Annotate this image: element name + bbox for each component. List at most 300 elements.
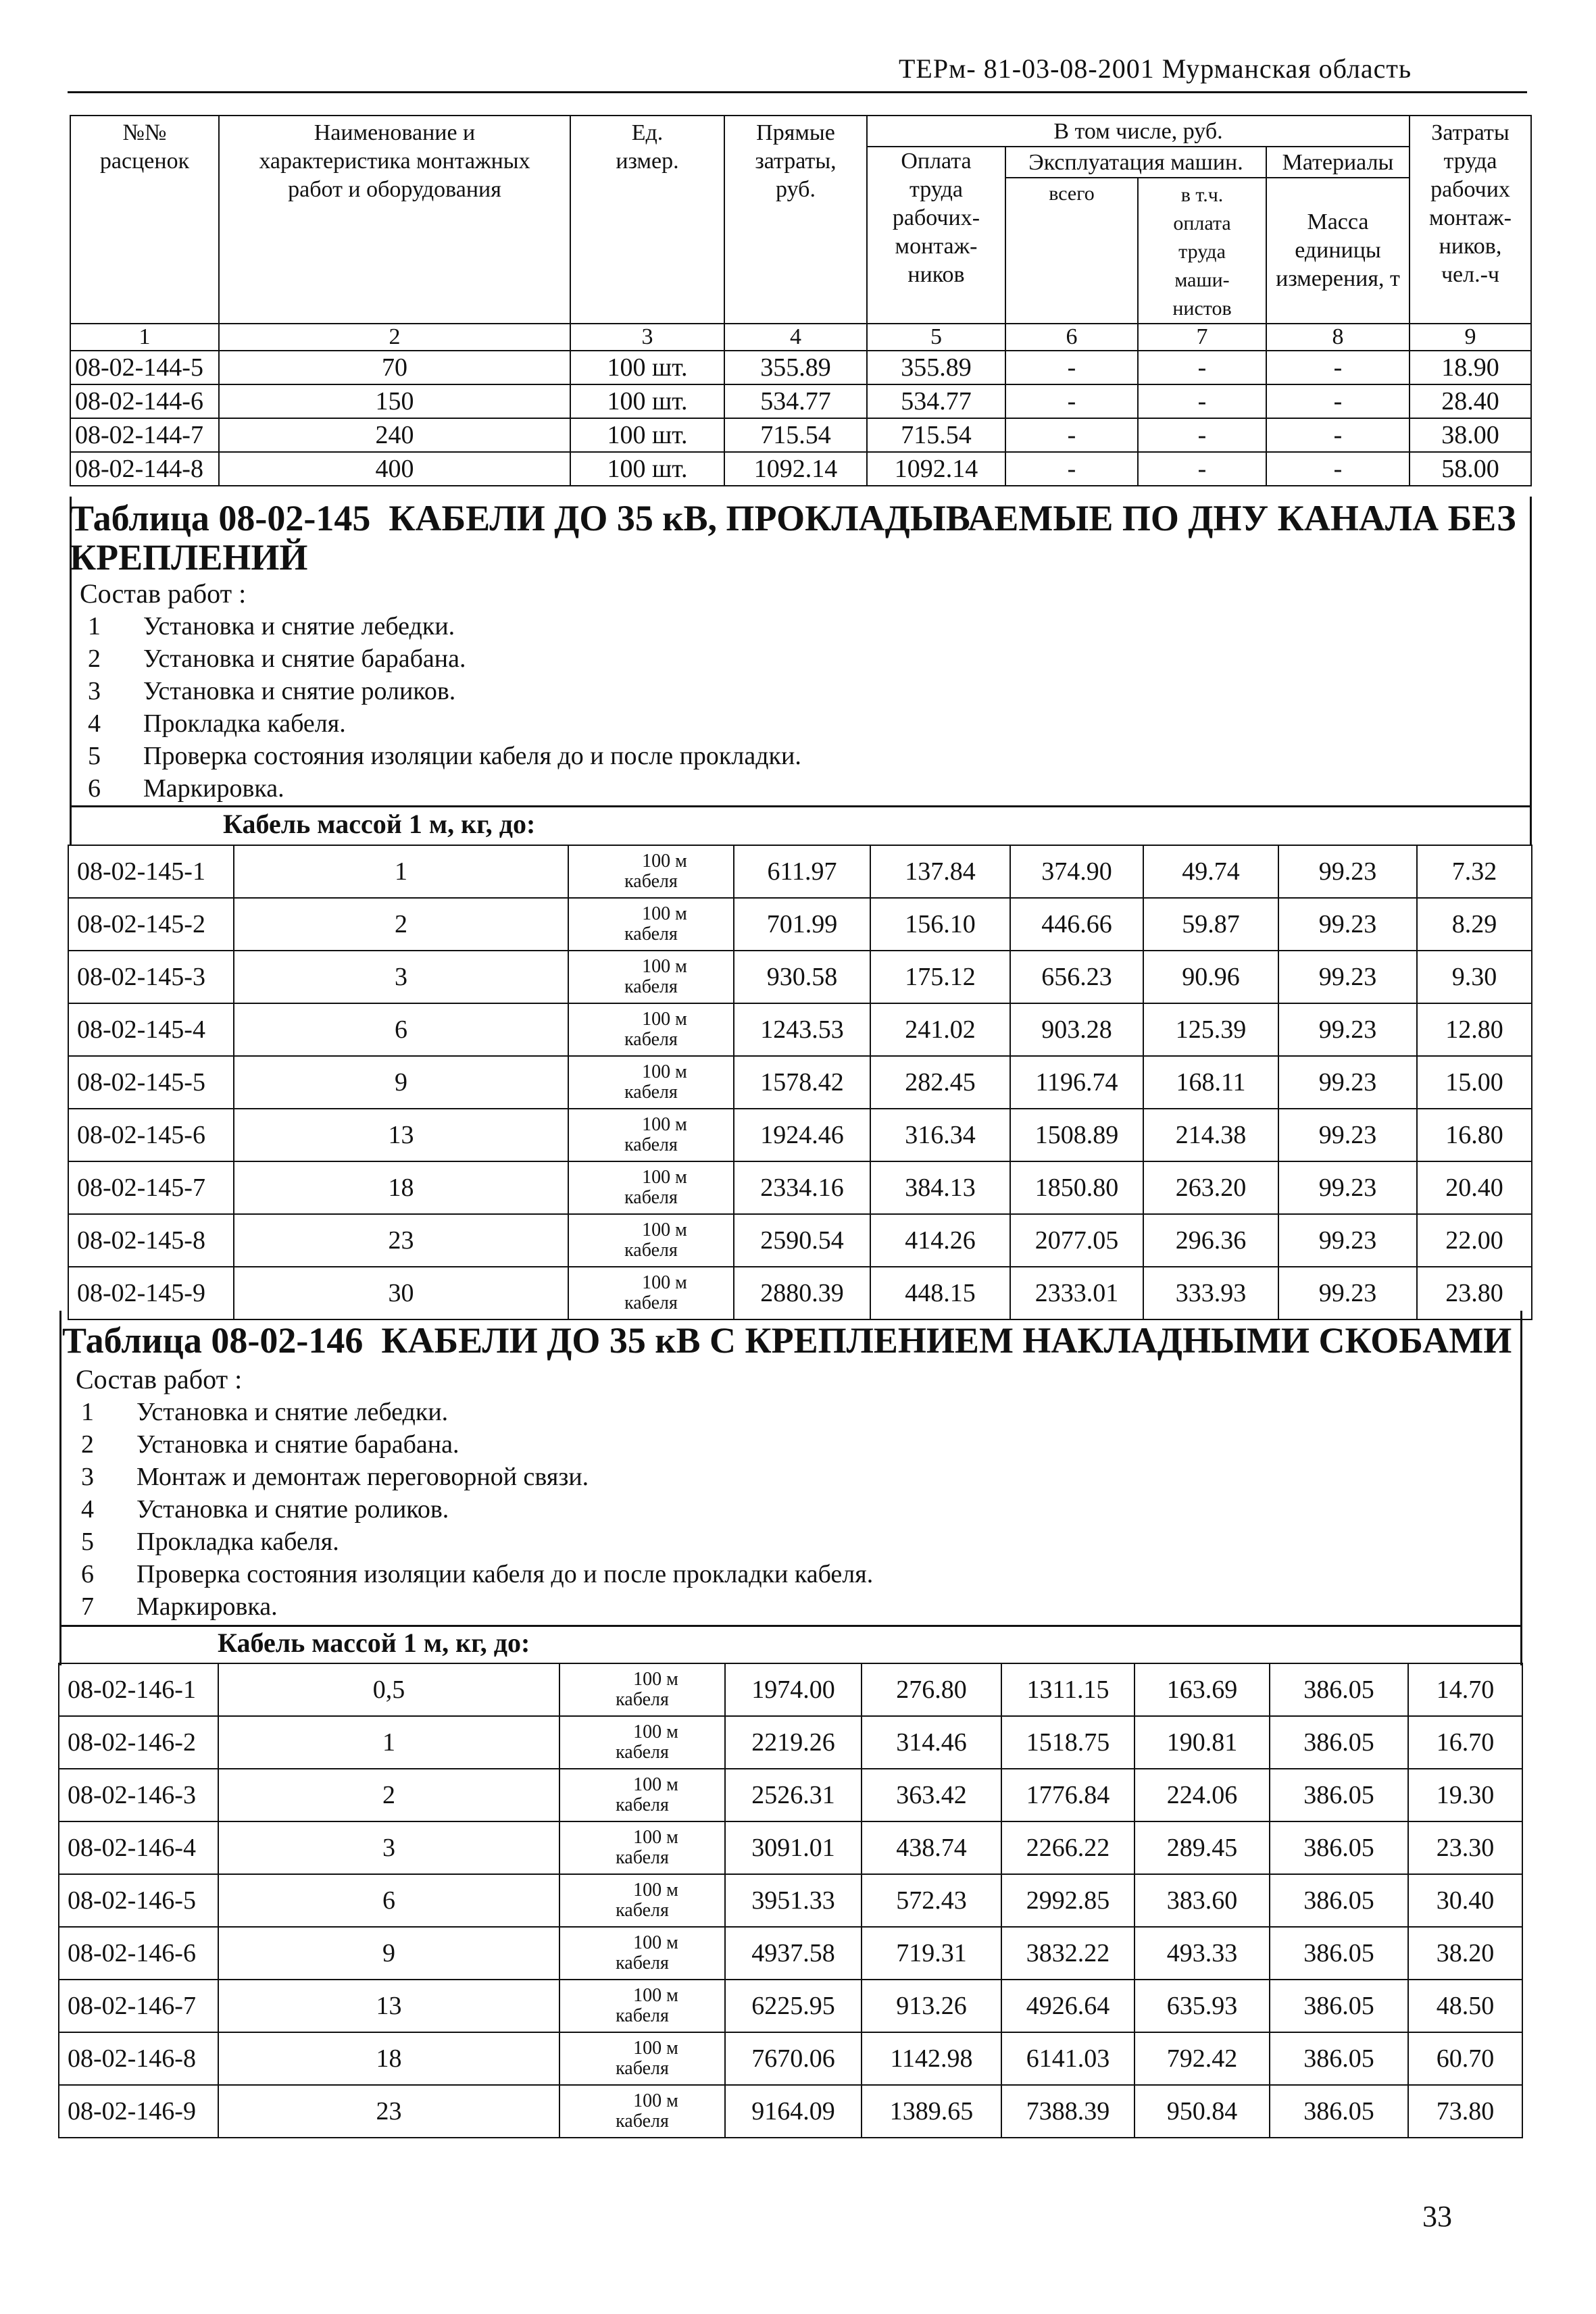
cell-unit: 100 шт. [570, 418, 724, 452]
cell-mach-pay: - [1138, 418, 1266, 452]
cell-mat: 99.23 [1278, 845, 1417, 898]
column-number-row [70, 324, 1531, 351]
cell-code: 08-02-144-5 [70, 351, 219, 384]
cell-mat: 99.23 [1278, 1109, 1417, 1161]
cell-name: 30 [234, 1267, 568, 1319]
col-mass-header: Масса единицы измерения, т [1266, 178, 1410, 324]
cell-mat: 386.05 [1270, 1821, 1408, 1874]
cell-unit [559, 1716, 725, 1769]
cell-mach: 1776.84 [1001, 1769, 1134, 1821]
work-item-number: 3 [81, 1463, 94, 1491]
table-145-title [70, 499, 1516, 577]
column-number: 9 [1410, 324, 1531, 351]
cell-direct: 9164.09 [725, 2085, 862, 2138]
table-row [59, 1980, 1522, 2032]
work-item-number: 7 [81, 1592, 94, 1621]
table-row [68, 1161, 1532, 1214]
column-number: 1 [70, 324, 219, 351]
cell-unit [559, 1821, 725, 1874]
unit-line1: 100 м [633, 1932, 678, 1953]
work-item-text: Установка и снятие барабана. [143, 645, 466, 673]
table-row [59, 2032, 1522, 2085]
cell-mach-pay: 383.60 [1134, 1874, 1270, 1927]
work-item-text: Проверка состояния изоляции кабеля до и после прокладки кабеля. [136, 1560, 874, 1588]
cell-mach-pay: 168.11 [1143, 1056, 1278, 1109]
work-item-number: 4 [88, 709, 101, 738]
cell-direct: 2526.31 [725, 1769, 862, 1821]
work-item-text: Установка и снятие лебедки. [143, 612, 455, 640]
unit-line2: кабеля [616, 1689, 669, 1710]
cell-direct: 701.99 [734, 898, 870, 951]
unit-line1: 100 м [633, 1774, 678, 1795]
cell-mach: - [1005, 418, 1138, 452]
cell-name: 0,5 [218, 1663, 559, 1716]
cell-code: 08-02-145-9 [68, 1267, 234, 1319]
cell-direct: 715.54 [724, 418, 867, 452]
work-item-number: 3 [88, 677, 101, 705]
cell-unit [559, 2085, 725, 2138]
table-146-subheader: Кабель массой 1 м, кг, до: [218, 1628, 530, 1658]
cell-mach: 1518.75 [1001, 1716, 1134, 1769]
work-item-number: 2 [88, 645, 101, 673]
cell-direct: 2334.16 [734, 1161, 870, 1214]
cell-code: 08-02-145-6 [68, 1109, 234, 1161]
unit-line1: 100 м [642, 1272, 687, 1293]
cell-mach: - [1005, 384, 1138, 418]
cell-name: 13 [234, 1109, 568, 1161]
cell-labor: 384.13 [870, 1161, 1010, 1214]
table-146-work-label: Состав работ : [76, 1364, 243, 1394]
cell-code: 08-02-146-2 [59, 1716, 218, 1769]
cell-mach-pay: - [1138, 384, 1266, 418]
unit-line2: кабеля [616, 2058, 669, 2079]
cell-mach-pay: 190.81 [1134, 1716, 1270, 1769]
unit-line2: кабеля [624, 1292, 678, 1313]
cell-mat: 99.23 [1278, 898, 1417, 951]
cell-labor: 1092.14 [867, 452, 1005, 486]
cell-labor-cost: 23.80 [1417, 1267, 1532, 1319]
col-name-header: Наименование и характеристика монтажных работ и оборудования [219, 116, 570, 324]
cell-mat: 386.05 [1270, 1874, 1408, 1927]
table-row [70, 351, 1531, 384]
page-number: 33 [1422, 2200, 1452, 2233]
cell-labor-cost: 38.20 [1408, 1927, 1522, 1980]
col-code-header: №№ расценок [70, 116, 219, 324]
cell-name: 6 [234, 1003, 568, 1056]
border-left [59, 1311, 61, 1665]
cell-name: 2 [218, 1769, 559, 1821]
unit-line1: 100 м [642, 1061, 687, 1082]
cell-unit [559, 1927, 725, 1980]
col-incl-header: В том числе, руб. [867, 116, 1410, 147]
col-materials-header: Материалы [1266, 147, 1410, 178]
unit-line2: кабеля [624, 1082, 678, 1103]
cell-direct: 1243.53 [734, 1003, 870, 1056]
cell-mat: 386.05 [1270, 1663, 1408, 1716]
cell-mat: 386.05 [1270, 1769, 1408, 1821]
cell-labor: 282.45 [870, 1056, 1010, 1109]
cell-code: 08-02-144-8 [70, 452, 219, 486]
cell-mach-pay: 163.69 [1134, 1663, 1270, 1716]
cell-unit [568, 1109, 734, 1161]
unit-line2: кабеля [624, 1187, 678, 1208]
cell-unit [568, 951, 734, 1003]
cell-labor: 414.26 [870, 1214, 1010, 1267]
cell-code: 08-02-145-3 [68, 951, 234, 1003]
unit-line2: кабеля [616, 1900, 669, 1921]
unit-line1: 100 м [633, 1880, 678, 1901]
cell-mach: 903.28 [1010, 1003, 1143, 1056]
cell-mach-pay: - [1138, 452, 1266, 486]
cell-unit [568, 1161, 734, 1214]
cell-labor-cost: 30.40 [1408, 1874, 1522, 1927]
table-146-title [62, 1321, 1512, 1360]
divider [70, 805, 1530, 807]
table-row [70, 384, 1531, 418]
cell-labor-cost: 8.29 [1417, 898, 1532, 951]
cell-mach-pay: 792.42 [1134, 2032, 1270, 2085]
table-row [68, 1003, 1532, 1056]
table-row [59, 1716, 1522, 1769]
cell-code: 08-02-146-3 [59, 1769, 218, 1821]
cell-name: 18 [218, 2032, 559, 2085]
table-145-title-line2: КРЕПЛЕНИЙ [70, 537, 308, 578]
cell-direct: 3951.33 [725, 1874, 862, 1927]
table-146 [58, 1663, 1523, 2138]
cell-unit [559, 2032, 725, 2085]
unit-line2: кабеля [624, 1240, 678, 1261]
cell-name: 23 [234, 1214, 568, 1267]
cell-mach-pay: 90.96 [1143, 951, 1278, 1003]
unit-line2: кабеля [616, 2111, 669, 2132]
cell-unit: 100 шт. [570, 452, 724, 486]
cell-direct: 355.89 [724, 351, 867, 384]
cell-code: 08-02-145-2 [68, 898, 234, 951]
work-item-text: Прокладка кабеля. [136, 1528, 339, 1556]
cell-labor-cost: 14.70 [1408, 1663, 1522, 1716]
unit-line1: 100 м [633, 1721, 678, 1742]
cell-labor: 363.42 [862, 1769, 1001, 1821]
column-number: 2 [219, 324, 570, 351]
cell-direct: 4937.58 [725, 1927, 862, 1980]
cell-unit [559, 1874, 725, 1927]
cell-mat: - [1266, 351, 1410, 384]
unit-line2: кабеля [624, 871, 678, 892]
unit-line1: 100 м [642, 851, 687, 872]
cell-mach-pay: 493.33 [1134, 1927, 1270, 1980]
unit-line2: кабеля [616, 2005, 669, 2026]
cell-labor: 316.34 [870, 1109, 1010, 1161]
work-item-number: 5 [81, 1528, 94, 1556]
cell-mach: 1850.80 [1010, 1161, 1143, 1214]
work-item-number: 1 [88, 612, 101, 640]
document-header-title: ТЕРм- 81-03-08-2001 Мурманская область [899, 53, 1412, 84]
cell-labor-cost: 12.80 [1417, 1003, 1532, 1056]
work-item [81, 1526, 873, 1558]
cell-code: 08-02-146-7 [59, 1980, 218, 2032]
work-item-text: Установка и снятие роликов. [143, 677, 456, 705]
cell-direct: 2590.54 [734, 1214, 870, 1267]
work-item-text: Установка и снятие лебедки. [136, 1398, 449, 1426]
cell-name: 150 [219, 384, 570, 418]
cell-mat: 386.05 [1270, 2032, 1408, 2085]
cell-mach: - [1005, 452, 1138, 486]
cell-code: 08-02-144-7 [70, 418, 219, 452]
cell-mach-pay: 224.06 [1134, 1769, 1270, 1821]
unit-line2: кабеля [624, 924, 678, 945]
unit-line2: кабеля [616, 1742, 669, 1763]
table-145-work-list [88, 610, 801, 805]
cell-labor-cost: 38.00 [1410, 418, 1531, 452]
table-row [68, 1056, 1532, 1109]
cell-direct: 1578.42 [734, 1056, 870, 1109]
cell-mach-pay: 635.93 [1134, 1980, 1270, 2032]
cell-direct: 2219.26 [725, 1716, 862, 1769]
cell-unit: 100 шт. [570, 384, 724, 418]
cell-name: 1 [234, 845, 568, 898]
cell-name: 3 [234, 951, 568, 1003]
cell-labor: 719.31 [862, 1927, 1001, 1980]
cell-mach-pay: 59.87 [1143, 898, 1278, 951]
table-row [59, 1927, 1522, 1980]
cell-code: 08-02-146-9 [59, 2085, 218, 2138]
cell-mach: 2266.22 [1001, 1821, 1134, 1874]
table-row [68, 898, 1532, 951]
cell-labor: 438.74 [862, 1821, 1001, 1874]
cell-direct: 930.58 [734, 951, 870, 1003]
header-rule [68, 91, 1527, 93]
cell-name: 13 [218, 1980, 559, 2032]
table-row [68, 1109, 1532, 1161]
unit-line1: 100 м [642, 1009, 687, 1030]
cell-labor-cost: 19.30 [1408, 1769, 1522, 1821]
cell-code: 08-02-145-5 [68, 1056, 234, 1109]
cell-labor: 1389.65 [862, 2085, 1001, 2138]
cell-mach: 6141.03 [1001, 2032, 1134, 2085]
cell-labor: 534.77 [867, 384, 1005, 418]
cell-labor-cost: 16.70 [1408, 1716, 1522, 1769]
col-direct-header: Прямые затраты, руб. [724, 116, 867, 324]
border-right [1530, 497, 1532, 845]
border-right [1520, 1311, 1522, 1665]
cell-name: 2 [234, 898, 568, 951]
cell-direct: 611.97 [734, 845, 870, 898]
unit-line1: 100 м [642, 903, 687, 924]
table-145 [68, 845, 1532, 1320]
column-number: 5 [867, 324, 1005, 351]
column-number: 4 [724, 324, 867, 351]
cell-name: 9 [234, 1056, 568, 1109]
column-number: 3 [570, 324, 724, 351]
cell-labor-cost: 18.90 [1410, 351, 1531, 384]
cell-direct: 7670.06 [725, 2032, 862, 2085]
cell-labor: 913.26 [862, 1980, 1001, 2032]
cell-code: 08-02-145-8 [68, 1214, 234, 1267]
cell-name: 70 [219, 351, 570, 384]
cell-direct: 534.77 [724, 384, 867, 418]
table-row [59, 1821, 1522, 1874]
work-item-number: 1 [81, 1398, 94, 1426]
cell-mach: 1311.15 [1001, 1663, 1134, 1716]
cell-mat: 99.23 [1278, 951, 1417, 1003]
unit-line1: 100 м [642, 1114, 687, 1135]
col-machines-pay-header: в т.ч. оплата труда маши-нистов [1138, 178, 1266, 324]
cell-mat: 386.05 [1270, 1716, 1408, 1769]
cell-mach-pay: 125.39 [1143, 1003, 1278, 1056]
unit-line1: 100 м [633, 2090, 678, 2111]
cell-name: 3 [218, 1821, 559, 1874]
cell-labor: 314.46 [862, 1716, 1001, 1769]
cell-mat: - [1266, 418, 1410, 452]
cell-code: 08-02-145-4 [68, 1003, 234, 1056]
cell-labor-cost: 9.30 [1417, 951, 1532, 1003]
cell-name: 6 [218, 1874, 559, 1927]
cell-code: 08-02-146-1 [59, 1663, 218, 1716]
cell-unit [568, 1267, 734, 1319]
cell-labor-cost: 48.50 [1408, 1980, 1522, 2032]
work-item-text: Установка и снятие роликов. [136, 1495, 449, 1524]
cell-unit [568, 1003, 734, 1056]
cell-labor: 137.84 [870, 845, 1010, 898]
unit-line2: кабеля [624, 1029, 678, 1050]
cell-code: 08-02-146-6 [59, 1927, 218, 1980]
cell-code: 08-02-144-6 [70, 384, 219, 418]
work-item-number: 5 [88, 742, 101, 770]
cell-unit [559, 1980, 725, 2032]
cell-unit: 100 шт. [570, 351, 724, 384]
cell-mach-pay: 49.74 [1143, 845, 1278, 898]
cell-mach: 1508.89 [1010, 1109, 1143, 1161]
work-item-number: 4 [81, 1495, 94, 1524]
cell-labor: 156.10 [870, 898, 1010, 951]
cell-mat: 386.05 [1270, 1927, 1408, 1980]
header-table [70, 115, 1532, 486]
unit-line1: 100 м [642, 1219, 687, 1240]
table-146-title-line1: КАБЕЛИ ДО 35 кВ С КРЕПЛЕНИЕМ НАКЛАДНЫМИ СКОБАМИ [381, 1320, 1512, 1361]
work-item-text: Проверка состояния изоляции кабеля до и после прокладки. [143, 742, 801, 770]
cell-mach: 374.90 [1010, 845, 1143, 898]
work-item-number: 6 [81, 1560, 94, 1588]
table-row [68, 1267, 1532, 1319]
table-146-number: Таблица 08-02-146 [62, 1320, 364, 1361]
cell-labor: 241.02 [870, 1003, 1010, 1056]
table-row [59, 1769, 1522, 1821]
cell-mach: 446.66 [1010, 898, 1143, 951]
unit-line1: 100 м [633, 2038, 678, 2059]
cell-mat: 99.23 [1278, 1056, 1417, 1109]
cell-labor-cost: 22.00 [1417, 1214, 1532, 1267]
cell-unit [559, 1769, 725, 1821]
cell-labor-cost: 15.00 [1417, 1056, 1532, 1109]
cell-direct: 1092.14 [724, 452, 867, 486]
cell-code: 08-02-145-7 [68, 1161, 234, 1214]
work-item-text: Прокладка кабеля. [143, 709, 346, 738]
cell-mat: 99.23 [1278, 1267, 1417, 1319]
work-item [88, 675, 801, 707]
cell-mach: 4926.64 [1001, 1980, 1134, 2032]
cell-labor-cost: 58.00 [1410, 452, 1531, 486]
table-row [59, 1874, 1522, 1927]
cell-mach: 3832.22 [1001, 1927, 1134, 1980]
cell-labor-cost: 28.40 [1410, 384, 1531, 418]
unit-line2: кабеля [624, 1134, 678, 1155]
cell-name: 9 [218, 1927, 559, 1980]
table-145-title-line1: КАБЕЛИ ДО 35 кВ, ПРОКЛАДЫВАЕМЫЕ ПО ДНУ КАНАЛА БЕЗ [389, 498, 1516, 538]
cell-labor: 715.54 [867, 418, 1005, 452]
work-item-text: Установка и снятие барабана. [136, 1430, 459, 1459]
cell-mat: - [1266, 384, 1410, 418]
table-row [59, 1663, 1522, 1716]
unit-line1: 100 м [642, 956, 687, 977]
work-item-text: Маркировка. [136, 1592, 278, 1621]
cell-mat: 99.23 [1278, 1003, 1417, 1056]
col-machines-header: Эксплуатация машин. [1005, 147, 1266, 178]
cell-labor: 572.43 [862, 1874, 1001, 1927]
work-item [81, 1461, 873, 1493]
cell-unit [568, 1214, 734, 1267]
work-item [81, 1493, 873, 1526]
cell-direct: 3091.01 [725, 1821, 862, 1874]
cell-mach-pay: 214.38 [1143, 1109, 1278, 1161]
work-item [81, 1428, 873, 1461]
column-number: 8 [1266, 324, 1410, 351]
table-145-subheader: Кабель массой 1 м, кг, до: [223, 809, 536, 839]
table-row [68, 1214, 1532, 1267]
cell-name: 18 [234, 1161, 568, 1214]
table-row [68, 951, 1532, 1003]
work-item-number: 6 [88, 774, 101, 803]
col-unit-header: Ед. измер. [570, 116, 724, 324]
cell-labor: 276.80 [862, 1663, 1001, 1716]
cell-labor: 448.15 [870, 1267, 1010, 1319]
unit-line1: 100 м [633, 1827, 678, 1848]
work-item [81, 1396, 873, 1428]
cell-direct: 6225.95 [725, 1980, 862, 2032]
cell-mach-pay: 289.45 [1134, 1821, 1270, 1874]
cell-mach-pay: 263.20 [1143, 1161, 1278, 1214]
cell-labor: 1142.98 [862, 2032, 1001, 2085]
work-item [88, 643, 801, 675]
cell-direct: 1924.46 [734, 1109, 870, 1161]
cell-unit [568, 1056, 734, 1109]
cell-labor-cost: 73.80 [1408, 2085, 1522, 2138]
cell-mach: 2077.05 [1010, 1214, 1143, 1267]
table-145-work-label: Состав работ : [80, 578, 247, 609]
cell-name: 400 [219, 452, 570, 486]
cell-mach-pay: 296.36 [1143, 1214, 1278, 1267]
work-item [88, 740, 801, 772]
cell-mat: - [1266, 452, 1410, 486]
table-row [70, 418, 1531, 452]
col-labor-pay-header: Оплата труда рабочих-монтаж-ников [867, 147, 1005, 324]
table-145-number: Таблица 08-02-145 [70, 498, 371, 538]
cell-direct: 2880.39 [734, 1267, 870, 1319]
work-item [88, 707, 801, 740]
work-item [81, 1590, 873, 1623]
cell-mach-pay: 333.93 [1143, 1267, 1278, 1319]
cell-labor-cost: 20.40 [1417, 1161, 1532, 1214]
cell-name: 1 [218, 1716, 559, 1769]
cell-mach-pay: 950.84 [1134, 2085, 1270, 2138]
cell-code: 08-02-146-4 [59, 1821, 218, 1874]
table-row [59, 2085, 1522, 2138]
column-number: 6 [1005, 324, 1138, 351]
cell-mat: 99.23 [1278, 1161, 1417, 1214]
cell-unit [568, 898, 734, 951]
unit-line1: 100 м [633, 1985, 678, 2006]
unit-line2: кабеля [616, 1847, 669, 1868]
cell-unit [568, 845, 734, 898]
